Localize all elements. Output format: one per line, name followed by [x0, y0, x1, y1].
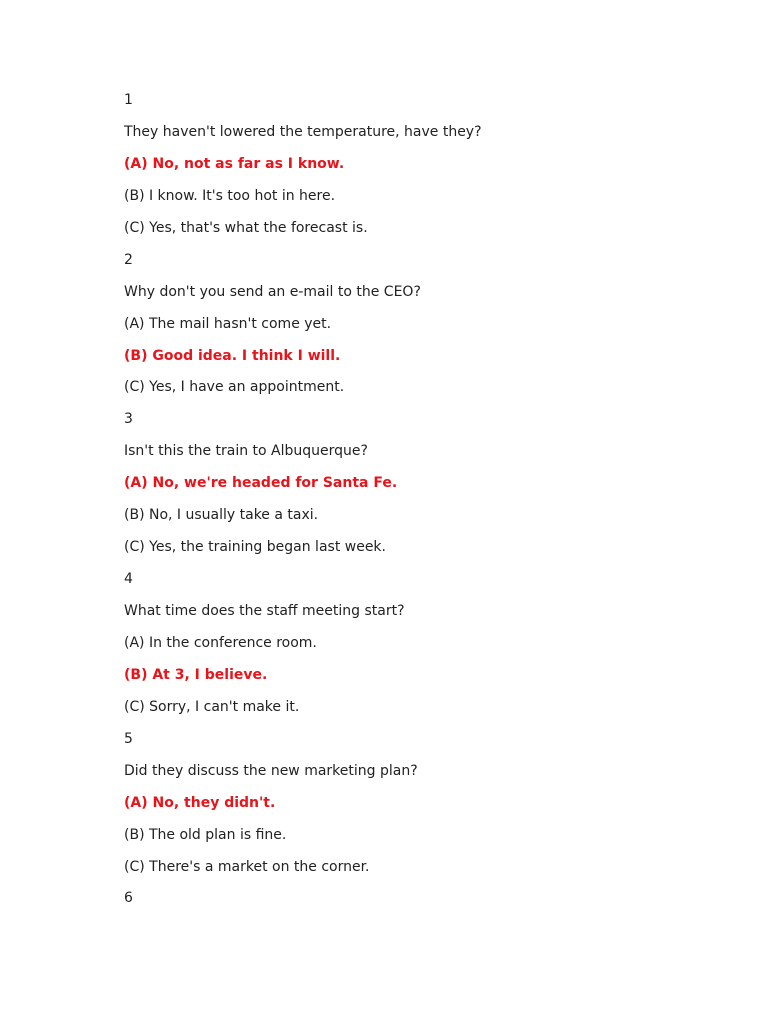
- question-text: Isn't this the train to Albuquerque?: [124, 443, 368, 459]
- answer-option: (C) Yes, that's what the forecast is.: [124, 220, 368, 236]
- question-text: They haven't lowered the temperature, have they?: [124, 124, 482, 140]
- answer-option: (C) Yes, the training began last week.: [124, 539, 386, 555]
- answer-option: (C) There's a market on the corner.: [124, 859, 370, 875]
- item-number: 2: [124, 252, 133, 268]
- item-number: 5: [124, 731, 133, 747]
- item-number: 4: [124, 571, 133, 587]
- item-number: 6: [124, 890, 133, 906]
- correct-answer: (A) No, we're headed for Santa Fe.: [124, 475, 398, 491]
- item-number: 1: [124, 92, 133, 108]
- answer-option: (C) Sorry, I can't make it.: [124, 699, 300, 715]
- correct-answer: (A) No, not as far as I know.: [124, 156, 345, 172]
- answer-option: (A) The mail hasn't come yet.: [124, 316, 332, 332]
- question-text: Why don't you send an e-mail to the CEO?: [124, 284, 421, 300]
- question-text: Did they discuss the new marketing plan?: [124, 763, 418, 779]
- answer-option: (B) The old plan is fine.: [124, 827, 287, 843]
- item-number: 3: [124, 411, 133, 427]
- correct-answer: (B) At 3, I believe.: [124, 667, 268, 683]
- answer-option: (B) I know. It's too hot in here.: [124, 188, 336, 204]
- correct-answer: (B) Good idea. I think I will.: [124, 348, 341, 364]
- answer-option: (B) No, I usually take a taxi.: [124, 507, 319, 523]
- correct-answer: (A) No, they didn't.: [124, 795, 276, 811]
- answer-option: (C) Yes, I have an appointment.: [124, 379, 345, 395]
- question-text: What time does the staff meeting start?: [124, 603, 405, 619]
- answer-option: (A) In the conference room.: [124, 635, 317, 651]
